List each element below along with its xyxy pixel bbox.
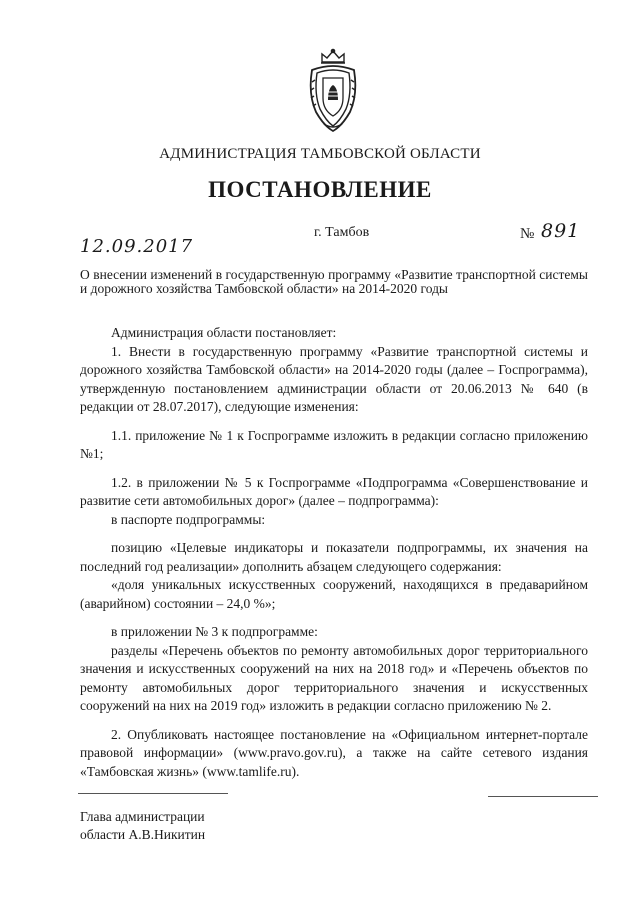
document-subject: О внесении изменений в государственную программу «Развитие транспортной системы и дорожного хозяйства Тамбовской области» на 2014-2020 годы <box>80 267 588 296</box>
body-paragraph: 1.2. в приложении № 5 к Госпрограмме «Подпрограмма «Совершенствование и развитие сети автомобильных дорог» (далее – подпрограмма): <box>80 474 588 508</box>
body-paragraph: в приложении № 3 к подпрограмме: <box>111 624 318 639</box>
document-number-label: № <box>520 226 535 242</box>
body-paragraph: 2. Опубликовать настоящее постановление на «Официальном интернет-портале правовой информации» (www.pravo.gov.ru), а также на сайте сетевого издания «Тамбовская жизнь» (www.tamlife.ru). <box>80 726 588 779</box>
body-paragraph: позицию «Целевые индикаторы и показатели подпрограммы, их значения на последний год реализации» дополнить абзацем следующего содержания: <box>80 540 588 574</box>
body-paragraph: разделы «Перечень объектов по ремонту автомобильных дорог территориального значения и искусственных сооружений на них на 2018 год» и «Перечень объектов по ремонту автомобильных дорог территориального значения и искусственных сооружений на них на 2019 год» изложить в редакции согласно приложению № 2. <box>80 642 588 713</box>
body-paragraph: 1. Внести в государственную программу «Развитие транспортной системы и дорожного хозяйства Тамбовской области» на 2014-2020 годы (далее – Госпрограмма), утвержденную постановлением администрации области от 20.06.2013 № 640 (в редакции от 28.07.2017), следующие изменения: <box>80 343 588 414</box>
body-paragraph: «доля уникальных искусственных сооружений, находящихся в предаварийном (аварийном) состоянии – 24,0 %»; <box>80 577 588 611</box>
body-paragraph: Администрация области постановляет: <box>111 325 337 340</box>
coat-of-arms-icon <box>302 48 364 134</box>
document-city: г. Тамбов <box>314 225 370 240</box>
body-paragraph: в паспорте подпрограммы: <box>111 511 266 527</box>
document-number: 891 <box>541 220 581 242</box>
document-title: ПОСТАНОВЛЕНИЕ <box>208 177 432 202</box>
signature-block <box>80 808 205 844</box>
document-date: 12.09.2017 <box>80 236 194 257</box>
divider-line <box>488 796 598 797</box>
document-body <box>80 324 588 781</box>
organization-name: АДМИНИСТРАЦИЯ ТАМБОВСКОЙ ОБЛАСТИ <box>159 146 481 162</box>
signature-title: Глава администрации <box>80 809 205 824</box>
signature-name: области А.В.Никитин <box>80 827 206 842</box>
body-paragraph: 1.1. приложение № 1 к Госпрограмме изложить в редакции согласно приложению №1; <box>80 427 588 461</box>
divider-line <box>78 793 228 794</box>
